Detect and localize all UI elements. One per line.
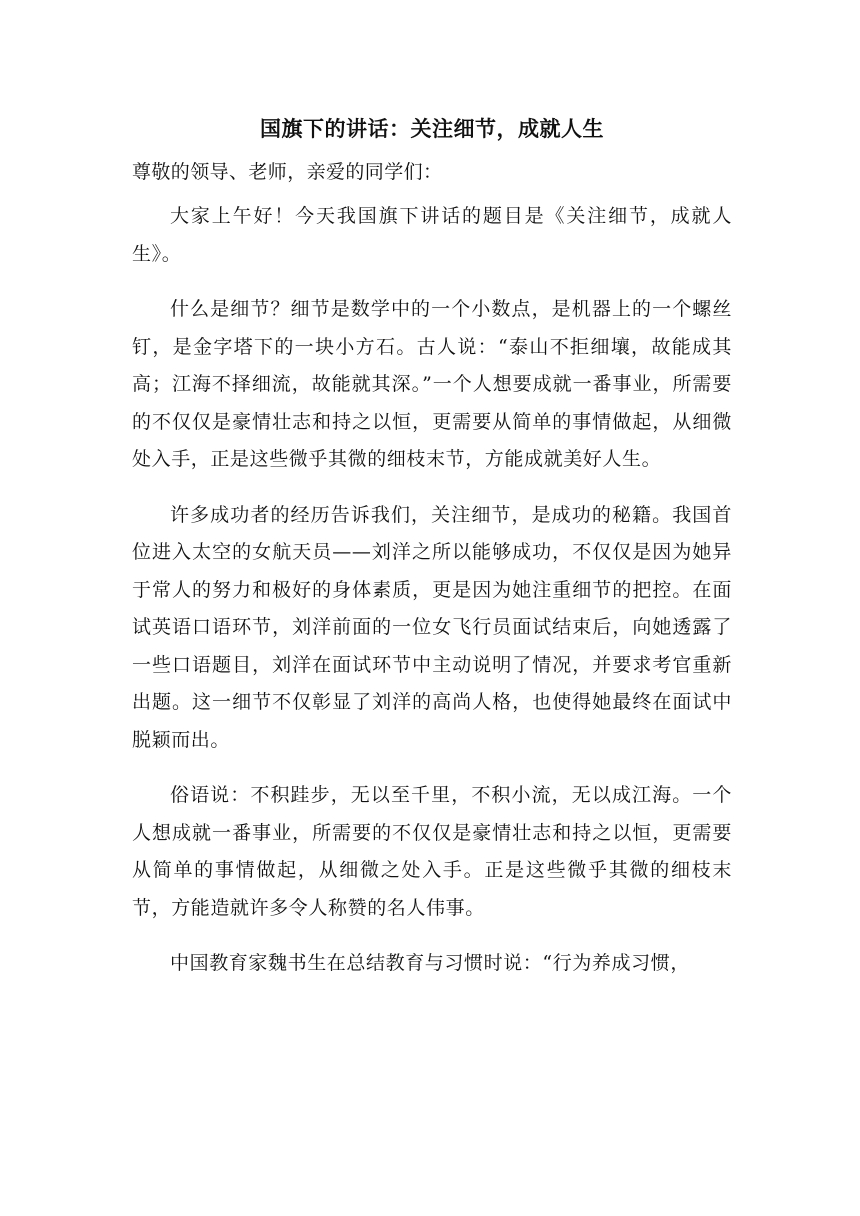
document-body [132,112,732,983]
paragraph-liu-yang-example: 许多成功者的经历告诉我们，关注细节，是成功的秘籍。我国首位进入太空的女航天员——刘洋之所以能够成功，不仅仅是因为她异于常人的努力和极好的身体素质，更是因为她注重细节的把控。在面试英语口语环节，刘洋前面的一位女飞行员面试结束后，向她透露了一些口语题目，刘洋在面试环节中主动说明了情况，并要求考官重新出题。这一细节不仅彰显了刘洋的高尚人格，也使得她最终在面试中脱颖而出。 [132,503,732,751]
paragraph-what-is-detail: 什么是细节？细节是数学中的一个小数点，是机器上的一个螺丝钉，是金字塔下的一块小方石。古人说：“泰山不拒细壤，故能成其高；江海不择细流，故能就其深。”一个人想要成就一番事业，所需要的不仅仅是豪情壮志和持之以恒，更需要从简单的事情做起，从细微处入手，正是这些微乎其微的细枝末节，方能成就美好人生。 [132,298,732,470]
speech-title: 国旗下的讲话：关注细节，成就人生 [260,116,604,141]
speech-greeting: 尊敬的领导、老师，亲爱的同学们： [132,161,443,183]
paragraph-proverb: 俗语说：不积跬步，无以至千里，不积小流，无以成江海。一个人想成就一番事业，所需要的不仅仅是豪情壮志和持之以恒，更需要从简单的事情做起，从细微之处入手。正是这些微乎其微的细枝末节，方能造就许多令人称赞的名人伟事。 [132,784,732,919]
paragraph-wei-shusheng-quote: 中国教育家魏书生在总结教育与习惯时说：“行为养成习惯， [170,952,690,974]
paragraph-opening: 大家上午好！今天我国旗下讲话的题目是《关注细节，成就人生》。 [132,205,732,265]
